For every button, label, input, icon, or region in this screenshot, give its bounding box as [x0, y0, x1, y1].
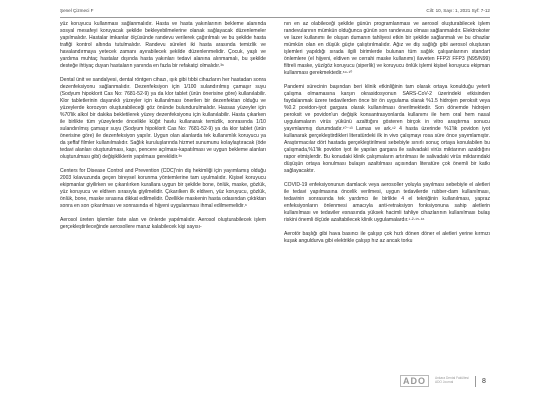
- page-number: 8: [482, 377, 486, 385]
- page-footer: [400, 375, 486, 387]
- running-header: [60, 8, 490, 13]
- header-rule: [60, 17, 490, 18]
- running-header-volume: Cilt: 10, Sayı: 1, 2021 Syf: 7-12: [426, 8, 490, 13]
- paragraph: Aerosol üreten işlemler öste alan ve önlerde yapılmalıdır. Aerosol oluşturabilecek işlem gerçekleştirileceğinde aerosollere maruz kalabilecek kişi sayısı-: [60, 217, 266, 230]
- right-column: [284, 21, 490, 371]
- journal-name-line: ADO Journal: [435, 380, 454, 384]
- journal-logo: ADO: [400, 375, 429, 387]
- paragraph: Centers for Disease Control and Prevention (CDC)'nin diş hekimliği için yayımlamış olduğu 2003 kılavuzunda geçen bireysel korunma yöntemlerine tam uyulmalıdır. Kişisel koruyucu ekipmanlar giyilirken ve çıkarılırken kurallara uygun bir şekilde bone, önlük, maske, gözlük, yüz koruyucu ve eldiven sırasıyla giyilmelidir. Çıkarılken ilk eldiven, yüz koruyucu, gözlük, önlük, bone, maske sırasına dikkat edilmelidir. Özellikle maskenin hasta odasından çıktıktan sonra en son çıkarılması ve sonrasında el hijyeni uygulanması ihmal edilmemelidir.⁶: [60, 168, 266, 209]
- paragraph: nın en az olabileceği şekilde günün programlanması ve aerosol oluşturabilecek işlem randevularının mümkün olduğunca günün son randevusu olması sağlanmalıdır. Elektrokoter ve lazer kullanımı ile oluşan dumanın tahliyesi etkin bir şekilde sağlanmalı ve bu cihazlar mümkün olan en düşük güçte çalıştırılmalıdır. Ağız ve diş sağlığı gibi aerosol oluşturan işlemleri yapıldığı sırada ilgili birimlerde bulunan tüm sağlık çalışanlarının standart önlemlere (el hijyeni, eldiven ve cerrahi maske kullanımı) ilaveten FFP2/ FFP3 (N95/N99) filtreli maske, yüz/göz koruyucu (siperlik) ve koruyucu önlük işlemi kişisel koruyucu ekipman kullanması gerekmektedir.⁶⁹·¹⁰: [284, 21, 490, 76]
- journal-name: [435, 377, 469, 384]
- footer-divider: [475, 376, 476, 387]
- running-header-author: Şenel Çizmeci F: [60, 8, 94, 13]
- paragraph: Dental ünit ve sandalyesi, dental röntgen cihazı, ışık gibi tıbbi cihazların her hastadan sonra dezenfeksiyonu sağlanmalıdır. Dezenfeksiyon için 1/100 sulandırılmış çamaşır suyu (Sodyum hipoklorit Cas No: 7681-52-9) ya da klor tablet (ürün önerisine göre) kullanılabilir. Klor tabletlerinin dayanıklı yüzeyler için kullanılması önerilen bir dezenfektan olduğu ve yüzeylerde korozyon oluşturabileceği göz önünde bulundurulmalıdır. Hassas yüzeyler için %70'lik alkol bir dakika bekletilerek yüzey dezenfeksiyonu için kullanılabilir. Hasta çıkarken ile birlikte tüm yüzeylerde öncelikle küğıt havlu kullanarak temizlik, sonrasında 1/10 sulandırılmış çamaşır suyu (Sodyum hipoklorit Cas No: 7681-52-9) ya da klor tablet (ürün önerisine göre) ile dezenfeksiyon yapılır. Uygun olan alanlarda tek kullanımlık koruyucu ya da şeffaf filmler kullanılmalıdır. Sağlık kuruluşlarında hizmet sunumunu kolaylaştıracak (öde tedavi alanları oluşturulması, kapı, pencere açılması-kapatılması ve uygun bekleme alanları oluşturulması gibi) değişikliklerin yapılması gereklidir.³⁶: [60, 77, 266, 160]
- paragraph: yüz koruyucu kullanması sağlanmalıdır. Hasta ve hasta yakınlarının bekleme alanında sosyal mesafeyi koruyacak şekilde bekleyebilmelerine olanak sağlayacak düzenlemeler yapılmalıdır. Hastalar imkanlar ölçüsünde randevu verilerek çağırılmalı ve bu şekilde hasta trafiği kontrol altında tutulmalıdır. Randevu süreleri iki hasta arasında temizlik ve havalandırmaya yetecek zamanı ayırabilecek şekilde düzenlenmelidir. Çocuk, yaşlı ve yardıma muhtaç hastalar dışında hasta yakınları tedavi alanına alınmamalı, bu şekilde desteğe ihtiyaç duyan hastaların yanında en fazla bir refakatçi olmalıdır.³⁶: [60, 21, 266, 69]
- journal-name-line: Ankara Dental Fakültesi: [435, 376, 469, 381]
- body-columns: [60, 21, 490, 371]
- left-column: [60, 21, 266, 371]
- paragraph: Pandemi sürecinin başından beri klinik etkinliğinin tam olarak ortaya konulduğu yeterli çalışma olmamasına karşın okrasidosyonun SARS-CoV-2 üzerindeki etkisinden faydalanmak üzere tedavilerden önce bir ön uygulama olarak %1.5 hidrojen peroksit veya %0.2 povidon-iyot gargara olarak kullanılması önerilmektedir. Son dönemde hidrojen peroksit ve povidon'un değişik konsantrasyonlarda kullanımı ile hem oral hem nasal uygulamaların virüs yükünü azalttığını gösteren birçok in vitro araştırma sonucu yayımlanmış durumdadır.¹⁰⁻¹³ Lamas ve ark.¹² 4 hasta üzerinde %1'lik povidon iyot kullanarak gerçekleştirdikleri literatürdeki ilk in vivo çalışmayı rosa süre önce yayımlamıştır. Araştırmacılar dört hastada gerçekleştirilmesi sebebiyle sınırlı sonuç ortaya konulabilen bu çalışmada,%1'lik povidon iyot ile yapılan gargara ile salivadaki virüs miktarının azaldığını rapor etmişlerdir. Bu konudaki klinik çalışmaların artırılması ile salivadaki virüs miktarındaki düşüşün ortaya konulması bulaşın azaltılması açısından literatüre çok önemli bir katkı sağlayacaktır.: [284, 84, 490, 174]
- paragraph: COVID-19 enfeksiyonunun damlacık veya aerosoller yoluyla yayılması sebebiyle el aletleri ile tedavi yapılmasına öncelik verilmesi, uygun tedavilerde rubber-dam kullanılması, tedavinin sonrasında tek yardımcı ile birlikte 4 el tekniğinin kullanılması, yapraz enfeksiyonların önlenmesi amacıyla anti-retraksiyon fonksiyonuna sahip aletlerin kullanılması ve tedaviler esnasında yüksek hacimli tahliye cihazlarının kullanılması bulaş riskini önemli ölçüde azaltabilecek klinik uygulamalardır.¹·²·¹⁵·¹⁶: [284, 182, 490, 223]
- paragraph: Aerotör başlığı gibi hava basıncı ile çalışıp çok hızlı dönen döner el aletleri yerine kırmızı kuşak anguldurva gibi elektrikle çalışıp hız az ancak torku: [284, 231, 490, 244]
